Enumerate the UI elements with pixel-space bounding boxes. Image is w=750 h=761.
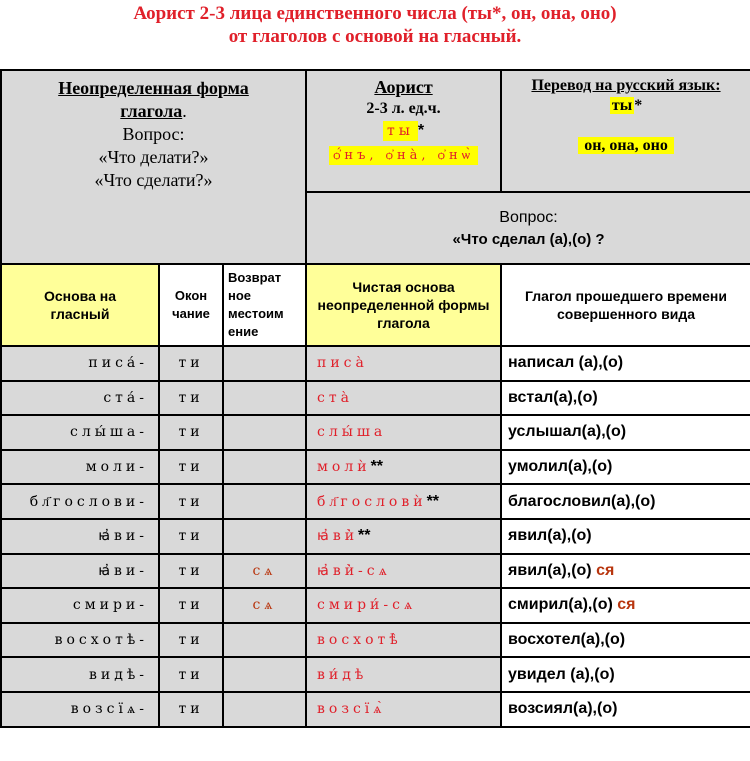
translation-text: встал(а),(о)	[508, 388, 598, 406]
pure-stem-cell	[306, 623, 501, 658]
stem-cell	[1, 657, 159, 692]
pure-stem-cell	[306, 554, 501, 589]
pure-stem-cell	[306, 381, 501, 416]
translation-cell	[501, 415, 750, 450]
reflexive-cell	[223, 692, 306, 727]
question2-text: «Что сделал (а),(о) ?	[452, 230, 605, 248]
infinitive-title-2: глагола	[120, 101, 183, 121]
reflexive-cell	[223, 484, 306, 519]
stem-text: писа́-	[88, 355, 148, 372]
ending-text: ти	[178, 424, 204, 441]
reflexive-cell	[223, 588, 306, 623]
ending-cell	[159, 588, 223, 623]
translation-cell	[501, 346, 750, 381]
translation-cell	[501, 381, 750, 416]
stem-text: ꙗ҆ви-	[98, 528, 148, 545]
stem-text: восхотѣ-	[54, 632, 148, 649]
translation-cell	[501, 692, 750, 727]
stem-text: ꙗ҆ви-	[98, 562, 148, 579]
stem-text: слы́ша-	[70, 424, 148, 441]
translation-text: восхотел(а),(о)	[508, 631, 626, 649]
translation-title: Перевод на русский язык:	[531, 77, 721, 94]
table-row	[1, 623, 750, 658]
pure-stem-cell	[306, 519, 501, 554]
translation-text: благословил(а),(о)	[508, 492, 656, 510]
translation-text: смирил(а),(о)	[508, 596, 618, 614]
col-header-ending: Окон чание	[159, 264, 223, 346]
reflexive-cell	[223, 519, 306, 554]
infinitive-title-1: Неопределенная форма	[58, 78, 249, 98]
aorist-title: Аорист	[374, 77, 433, 97]
ending-cell	[159, 484, 223, 519]
pure-stem-text: молѝ	[317, 459, 371, 476]
stem-text: видѣ-	[88, 666, 148, 683]
translation-cell	[501, 554, 750, 589]
table-row	[1, 588, 750, 623]
reflexive-cell	[223, 381, 306, 416]
pure-stem-text: ꙗ҆ви̇̀	[317, 528, 359, 545]
translation-ty: ты	[611, 97, 633, 114]
translation-text: услышал(а),(о)	[508, 423, 627, 441]
stem-text: ста́-	[103, 389, 148, 406]
header-aorist-cell: Аорист 2-3 л. ед.ч. ты * ѻ҆́нъ, ѻ҆на̀, ѻ҆нѡ̀	[306, 70, 501, 192]
translation-text: написал (а),(о)	[508, 354, 624, 372]
ending-text: ти	[178, 632, 204, 649]
stars: **	[358, 527, 371, 545]
stem-cell	[1, 381, 159, 416]
question2-label: Вопрос:	[499, 208, 558, 226]
reflexive-cell	[223, 346, 306, 381]
pure-stem-cell	[306, 692, 501, 727]
stem-text: бл҃гослови-	[29, 493, 148, 510]
question2-cell	[306, 192, 750, 264]
pure-stem-cell	[306, 415, 501, 450]
aorist-ty: ты	[383, 121, 418, 141]
translation-cell	[501, 484, 750, 519]
stem-cell	[1, 484, 159, 519]
reflexive-cell	[223, 415, 306, 450]
stem-text: моли-	[85, 459, 148, 476]
ending-cell	[159, 657, 223, 692]
translation-suffix: ся	[617, 596, 636, 614]
pure-stem-cell	[306, 346, 501, 381]
pure-stem-text: бл҃гословѝ	[317, 493, 427, 510]
aorist-forms: ѻ҆́нъ, ѻ҆на̀, ѻ҆нѡ̀	[329, 146, 478, 165]
header-infinitive-cell: Неопределенная форма глагола. Вопрос: «Что делати?» «Что сделати?»	[1, 70, 306, 264]
col-header-stem: Основа на гласный	[1, 264, 159, 346]
table-body	[1, 346, 750, 727]
pure-stem-cell	[306, 484, 501, 519]
ending-cell	[159, 692, 223, 727]
translation-suffix: ся	[596, 561, 615, 579]
reflexive-cell	[223, 657, 306, 692]
pure-stem-text: ви́дѣ	[317, 666, 368, 683]
table-row	[1, 519, 750, 554]
translation-text: явил(а),(о)	[508, 527, 592, 545]
stars: **	[370, 458, 384, 476]
translation-text: возсиял(а),(о)	[508, 700, 618, 718]
col-header-reflexive: Возврат ное местоим ение	[223, 264, 306, 346]
stem-cell	[1, 623, 159, 658]
pure-stem-text: ꙗ҆ви̇̀-сѧ	[317, 562, 391, 579]
aorist-table	[0, 69, 750, 728]
translation-text: явил(а),(о)	[508, 561, 597, 579]
pure-stem-text: ста̀	[317, 389, 353, 406]
ending-cell	[159, 623, 223, 658]
stem-cell	[1, 450, 159, 485]
stem-cell	[1, 346, 159, 381]
ending-text: ти	[178, 597, 204, 614]
aorist-subtitle: 2-3 л. ед.ч.	[366, 100, 441, 117]
ending-text: ти	[178, 389, 204, 406]
pure-stem-text: восхотѣ̀	[317, 632, 402, 649]
table-row	[1, 415, 750, 450]
pure-stem-cell	[306, 588, 501, 623]
pure-stem-text: писа̀	[317, 355, 368, 372]
reflexive-text: сѧ	[252, 562, 277, 579]
ending-text: ти	[178, 355, 204, 372]
table-row	[1, 657, 750, 692]
table-row	[1, 450, 750, 485]
reflexive-cell	[223, 623, 306, 658]
pure-stem-cell	[306, 450, 501, 485]
pure-stem-text: слы́ша	[317, 424, 387, 441]
translation-text: умолил(а),(о)	[508, 458, 613, 476]
ending-text: ти	[178, 459, 204, 476]
ending-cell	[159, 346, 223, 381]
ending-text: ти	[178, 666, 204, 683]
pure-stem-cell	[306, 657, 501, 692]
table-row	[1, 484, 750, 519]
pure-stem-text: смири́-сѧ	[317, 597, 417, 614]
ending-cell	[159, 415, 223, 450]
col-header-pure-stem: Чистая основа неопределенной формы глагола	[306, 264, 501, 346]
ending-cell	[159, 381, 223, 416]
table-row	[1, 554, 750, 589]
stem-cell	[1, 519, 159, 554]
infinitive-question-1: «Что делати?»	[98, 147, 209, 167]
reflexive-cell	[223, 450, 306, 485]
reflexive-cell	[223, 554, 306, 589]
title-line-1: Аорист 2-3 лица единственного числа (ты*, он, она, оно)	[133, 3, 617, 24]
stem-text: возсїѧ-	[70, 701, 148, 718]
translation-cell	[501, 623, 750, 658]
ending-text: ти	[178, 493, 204, 510]
ending-cell	[159, 450, 223, 485]
table-row	[1, 346, 750, 381]
stem-cell	[1, 692, 159, 727]
stem-cell	[1, 588, 159, 623]
header-translation-cell: Перевод на русский язык: ты * он, она, оно	[501, 70, 750, 192]
ending-text: ти	[178, 528, 204, 545]
stem-cell	[1, 415, 159, 450]
ending-cell	[159, 554, 223, 589]
translation-forms: он, она, оно	[578, 137, 674, 154]
translation-cell	[501, 519, 750, 554]
table-row	[1, 692, 750, 727]
ending-text: ти	[178, 562, 204, 579]
stem-text: смири-	[72, 597, 148, 614]
stem-cell	[1, 554, 159, 589]
stars: **	[426, 492, 440, 510]
title-line-2: от глаголов с основой на гласный.	[228, 26, 522, 47]
translation-cell	[501, 450, 750, 485]
col-header-translation: Глагол прошедшего времени совершенного вида	[501, 264, 750, 346]
pure-stem-text: возсїѧ̀	[317, 701, 386, 718]
reflexive-text: сѧ	[252, 597, 277, 614]
table-row	[1, 381, 750, 416]
ending-text: ти	[178, 701, 204, 718]
translation-cell	[501, 657, 750, 692]
translation-cell	[501, 588, 750, 623]
ending-cell	[159, 519, 223, 554]
translation-text: увидел (а),(о)	[508, 665, 615, 683]
infinitive-question-2: «Что сделати?»	[94, 170, 213, 190]
infinitive-question-label: Вопрос:	[122, 124, 185, 144]
